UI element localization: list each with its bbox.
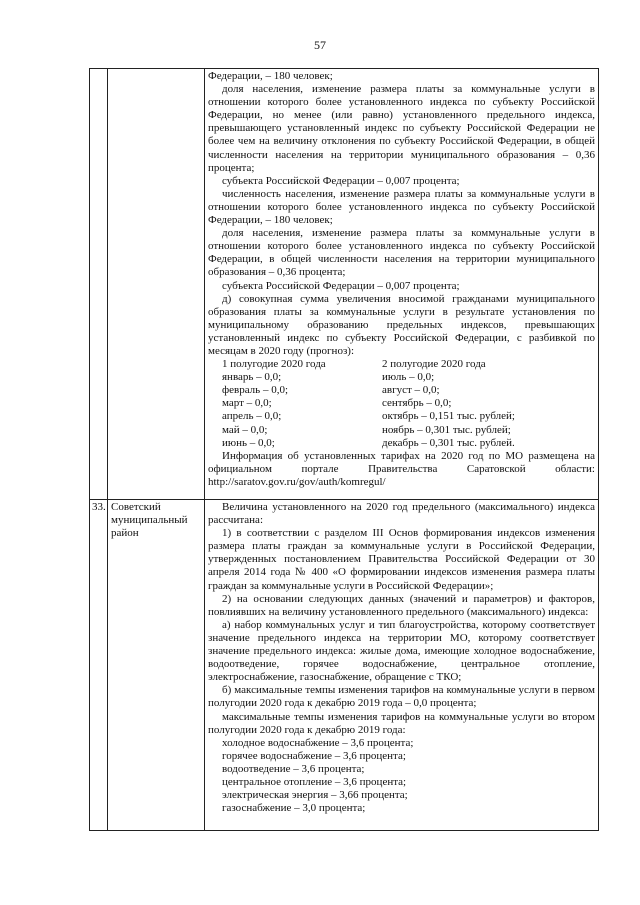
paragraph: доля населения, изменение размера платы за коммунальные услуги в отношении которого более установленного индекса по субъекту Российской Федерации, в общей численности населения на территории муниципального образования – 0,36 процента; (208, 227, 595, 279)
month-item: апрель – 0,0; (222, 410, 282, 423)
paragraph: максимальные темпы изменения тарифов на коммунальные услуги во втором полугодии 2020 года к декабрю 2019 года: (208, 710, 595, 736)
tariff-table (89, 68, 599, 831)
page-number: 57 (314, 38, 326, 52)
row-content (205, 500, 599, 831)
month-item: март – 0,0; (222, 397, 272, 410)
paragraph: доля населения, изменение размера платы за коммунальные услуги в отношении которого более установленного индекса по субъекту Российской Федерации, но менее (или равно) установленного предельного индекса, превышающего установленный индекс по субъекту Российской Федерации не более чем на величину отклонения по субъекту Российской Федерации, в общей численности населения на территории муниципального образования – 0,36 процента; (208, 83, 595, 174)
paragraph: Федерации, – 180 человек; (208, 70, 333, 82)
paragraph: а) набор коммунальных услуг и тип благоустройства, которому соответствует значение предельного индекса на территории МО, которому соответствует значение предельного индекса: жилые дома, имеющие холодное водоснабжение, водоотведение, горячее водоснабжение, центральное отопление, электроснабжение, газоснабжение, обращение с ТКО; (208, 618, 595, 684)
monthly-forecast (208, 358, 595, 450)
municipality-name (108, 69, 205, 500)
month-item: май – 0,0; (222, 423, 268, 436)
row-number (90, 69, 108, 500)
paragraph: субъекта Российской Федерации – 0,007 процента; (222, 174, 460, 187)
paragraph: 2) на основании следующих данных (значений и параметров) и факторов, повлиявших на величину установленного предельного (максимального) индекса: (208, 592, 595, 618)
list-item: электрическая энергия – 3,66 процента; (222, 789, 408, 802)
month-item: декабрь – 0,301 тыс. рублей. (382, 436, 515, 449)
paragraph: Величина установленного на 2020 год предельного (максимального) индекса рассчитана: (208, 501, 595, 527)
month-item: август – 0,0; (382, 384, 440, 397)
first-half-header: 1 полугодие 2020 года (222, 358, 326, 371)
paragraph: численность населения, изменение размера платы за коммунальные услуги в отношении которого более установленного индекса по субъекту Российской Федерации, – 180 человек; (208, 187, 595, 227)
paragraph: б) максимальные темпы изменения тарифов на коммунальные услуги в первом полугодии 2020 года к декабрю 2019 года – 0,0 процента; (208, 684, 595, 710)
list-item: холодное водоснабжение – 3,6 процента; (222, 736, 414, 749)
paragraph: д) совокупная сумма увеличения вносимой гражданами муниципального образования платы за коммунальные услуги в результате установления по муниципальному образованию предельных индексов, превышающих установленный индекс по субъекту Российской Федерации, с разбивкой по месяцам в 2020 году (прогноз): (208, 292, 595, 357)
municipality-name: Советский муниципальный район (108, 500, 205, 831)
second-half-header: 2 полугодие 2020 года (382, 358, 486, 371)
month-item: октябрь – 0,151 тыс. рублей; (382, 410, 515, 423)
month-item: июнь – 0,0; (222, 436, 275, 449)
list-item: водоотведение – 3,6 процента; (222, 762, 365, 775)
month-item: январь – 0,0; (222, 371, 282, 384)
list-item: центральное отопление – 3,6 процента; (222, 775, 407, 788)
list-item: газоснабжение – 3,0 процента; (222, 802, 366, 815)
first-half-column (208, 358, 372, 450)
month-item: июль – 0,0; (382, 371, 435, 384)
row-content (205, 69, 599, 500)
month-item: сентябрь – 0,0; (382, 397, 452, 410)
table-row (90, 500, 599, 831)
row-number: 33. (90, 500, 108, 831)
second-half-column (372, 358, 595, 450)
month-item: февраль – 0,0; (222, 384, 288, 397)
list-item: горячее водоснабжение – 3,6 процента; (222, 749, 406, 762)
table-row (90, 69, 599, 500)
paragraph: 1) в соответствии с разделом III Основ формирования индексов изменения размера платы граждан за коммунальные услуги в Российской Федерации, утвержденных постановлением Правительства Российской Федерации от 30 апреля 2014 года № 400 «О формировании индексов изменения размера платы граждан за коммунальные услуги в Российской Федерации»; (208, 527, 595, 592)
paragraph: Информация об установленных тарифах на 2020 год по МО размещена на официальном портале Правительства Саратовской области: http://saratov.gov.ru/gov/auth/komregul/ (208, 449, 595, 488)
month-item: ноябрь – 0,301 тыс. рублей; (382, 423, 511, 436)
paragraph: субъекта Российской Федерации – 0,007 процента; (222, 279, 460, 292)
